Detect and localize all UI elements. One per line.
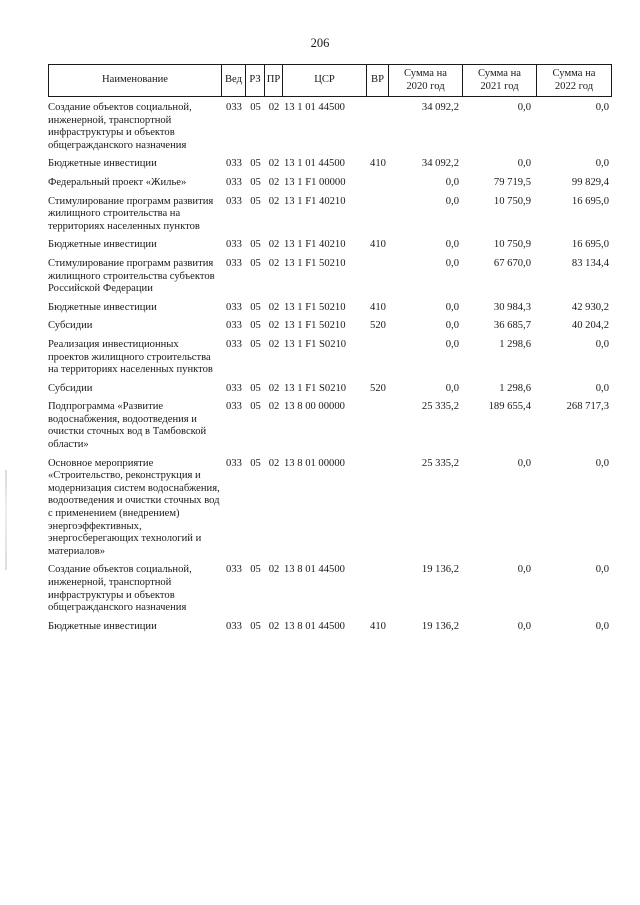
row-csr: 13 1 01 44500 [284,102,345,113]
row-sum-2021: 0,0 [517,564,531,576]
row-vr: 410 [370,239,386,251]
row-sum-2022: 16 695,0 [571,239,609,251]
row-csr: 13 1 F1 40210 [284,239,346,251]
row-sum-2021: 0,0 [517,102,531,113]
header-sum-2020: Сумма на 2020 год [389,65,463,96]
row-sum-2022: 0,0 [595,457,609,469]
row-sum-2022: 0,0 [595,382,609,394]
row-csr: 13 8 01 44500 [284,620,345,632]
row-pr: 02 [268,102,280,113]
row-csr: 13 1 F1 40210 [284,195,346,207]
row-rz: 05 [250,457,261,469]
row-sum-2021: 0,0 [517,158,531,170]
row-sum-2022: 42 930,2 [571,301,609,313]
row-ved: 033 [226,457,242,469]
table-body [48,97,612,633]
row-sum-2022: 0,0 [595,564,609,576]
header-rz: РЗ [246,65,265,96]
header-pr: ПР [265,65,283,96]
row-vr [367,339,389,377]
header-ved: Вед [222,65,246,96]
row-csr: 13 1 F1 S0210 [284,382,347,394]
row-pr: 02 [268,382,280,394]
row-pr: 02 [268,401,280,413]
row-pr: 02 [268,301,280,313]
row-sum-2020: 19 136,2 [421,620,459,632]
table-row [48,383,612,396]
row-name: Бюджетные инвестиции [48,158,157,170]
row-vr [367,401,389,451]
row-sum-2020: 0,0 [445,239,459,251]
row-sum-2021: 36 685,7 [493,320,531,332]
header-vr: ВР [367,65,389,96]
header-sum-2021: Сумма на 2021 год [463,65,537,96]
row-rz: 05 [250,158,261,170]
row-sum-2022: 0,0 [595,338,609,350]
row-ved: 033 [226,320,242,332]
row-ved: 033 [226,382,242,394]
row-csr: 13 1 F1 50210 [284,320,346,332]
row-sum-2021: 67 670,0 [493,257,531,269]
row-rz: 05 [250,239,261,251]
row-vr: 520 [370,320,386,332]
header-sum-2022: Сумма на 2022 год [552,67,596,92]
row-sum-2020: 34 092,2 [421,102,459,113]
row-pr: 02 [268,457,280,469]
row-rz: 05 [250,564,261,576]
row-pr: 02 [268,176,280,188]
row-vr [367,258,389,296]
table-row [48,158,612,171]
row-sum-2020: 0,0 [445,338,459,350]
row-sum-2021: 0,0 [517,620,531,632]
row-sum-2020: 0,0 [445,320,459,332]
table-row [48,621,612,634]
row-name: Основное мероприятие «Строительство, реконструкция и модернизация систем водоснабжения, водоотведения и очистки сточных вод с применением (внедрением) энергоэффективных, энергосберегающих технологий и материалов» [48,457,220,557]
row-vr: 410 [370,620,386,632]
row-vr: 520 [370,382,386,394]
table-row [48,302,612,315]
row-sum-2020: 19 136,2 [421,564,459,576]
row-sum-2022: 83 134,4 [571,257,609,269]
row-name: Бюджетные инвестиции [48,239,157,251]
row-csr: 13 1 F1 50210 [284,301,346,313]
row-ved: 033 [226,195,242,207]
row-sum-2021: 79 719,5 [493,176,531,188]
row-sum-2022: 99 829,4 [571,176,609,188]
row-ved: 033 [226,564,242,576]
row-rz: 05 [250,102,261,113]
row-ved: 033 [226,158,242,170]
table-row [48,320,612,333]
row-sum-2021: 189 655,4 [488,401,531,413]
row-vr [367,196,389,234]
row-csr: 13 1 01 44500 [284,158,345,170]
row-sum-2020: 0,0 [445,176,459,188]
row-name: Подпрограмма «Развитие водоснабжения, водоотведения и очистки сточных вод в Тамбовской области» [48,401,207,451]
row-csr: 13 1 F1 00000 [284,176,346,188]
row-sum-2021: 1 298,6 [499,338,531,350]
row-sum-2022: 40 204,2 [571,320,609,332]
row-pr: 02 [268,620,280,632]
row-sum-2020: 0,0 [445,382,459,394]
row-rz: 05 [250,382,261,394]
row-name: Стимулирование программ развития жилищного строительства субъектов Российской Федерации [48,257,215,295]
row-rz: 05 [250,257,261,269]
row-csr: 13 1 F1 S0210 [284,338,347,350]
row-ved: 033 [226,301,242,313]
row-name: Субсидии [48,320,93,332]
row-pr: 02 [268,338,280,350]
row-ved: 033 [226,176,242,188]
row-vr [367,177,389,190]
page-number: 206 [310,36,330,50]
row-pr: 02 [268,320,280,332]
row-rz: 05 [250,338,261,350]
row-csr: 13 8 00 00000 [284,401,345,413]
row-sum-2020: 25 335,2 [421,457,459,469]
row-sum-2022: 0,0 [595,102,609,113]
row-name: Бюджетные инвестиции [48,301,157,313]
row-ved: 033 [226,257,242,269]
table-row [48,458,612,559]
budget-table [48,64,612,639]
row-name: Создание объектов социальной, инженерной, транспортной инфраструктуры и объектов общегражданского назначения [48,102,192,151]
row-name: Федеральный проект «Жилье» [48,176,187,188]
row-rz: 05 [250,195,261,207]
row-sum-2020: 0,0 [445,301,459,313]
row-vr [367,458,389,559]
row-sum-2021: 0,0 [517,457,531,469]
row-sum-2022: 268 717,3 [566,401,609,413]
row-pr: 02 [268,257,280,269]
table-row [48,177,612,190]
row-ved: 033 [226,102,242,113]
row-sum-2022: 0,0 [595,620,609,632]
row-rz: 05 [250,176,261,188]
row-rz: 05 [250,320,261,332]
row-sum-2021: 30 984,3 [493,301,531,313]
row-csr: 13 1 F1 50210 [284,257,346,269]
header-csr: ЦСР [283,65,367,96]
row-sum-2020: 0,0 [445,195,459,207]
scan-edge-mark [5,470,7,570]
row-sum-2020: 25 335,2 [421,401,459,413]
row-sum-2022: 0,0 [595,158,609,170]
row-ved: 033 [226,338,242,350]
row-csr: 13 8 01 44500 [284,564,345,576]
table-row [48,339,612,377]
row-pr: 02 [268,195,280,207]
row-sum-2020: 0,0 [445,257,459,269]
row-ved: 033 [226,401,242,413]
row-rz: 05 [250,620,261,632]
table-header [48,64,612,97]
row-pr: 02 [268,564,280,576]
row-ved: 033 [226,239,242,251]
table-row [48,258,612,296]
row-name: Создание объектов социальной, инженерной, транспортной инфраструктуры и объектов общегражданского назначения [48,564,192,614]
row-vr: 410 [370,301,386,313]
row-sum-2021: 10 750,9 [493,239,531,251]
row-sum-2021: 10 750,9 [493,195,531,207]
row-vr [367,102,389,152]
row-sum-2020: 34 092,2 [421,158,459,170]
row-sum-2021: 1 298,6 [499,382,531,394]
row-name: Бюджетные инвестиции [48,620,157,632]
row-vr: 410 [370,158,386,170]
row-name: Стимулирование программ развития жилищного строительства на территориях населенных пунктов [48,195,214,232]
header-name: Наименование [49,65,222,96]
table-row [48,564,612,614]
row-rz: 05 [250,301,261,313]
table-row [48,102,612,152]
row-pr: 02 [268,158,280,170]
row-rz: 05 [250,401,261,413]
row-sum-2022: 16 695,0 [571,195,609,207]
table-row [48,401,612,451]
row-name: Реализация инвестиционных проектов жилищного строительства на территориях населенных пунктов [48,338,213,376]
row-vr [367,564,389,614]
row-name: Субсидии [48,382,93,394]
row-pr: 02 [268,239,280,251]
table-row [48,239,612,252]
row-ved: 033 [226,620,242,632]
row-csr: 13 8 01 00000 [284,457,345,469]
table-row [48,196,612,234]
